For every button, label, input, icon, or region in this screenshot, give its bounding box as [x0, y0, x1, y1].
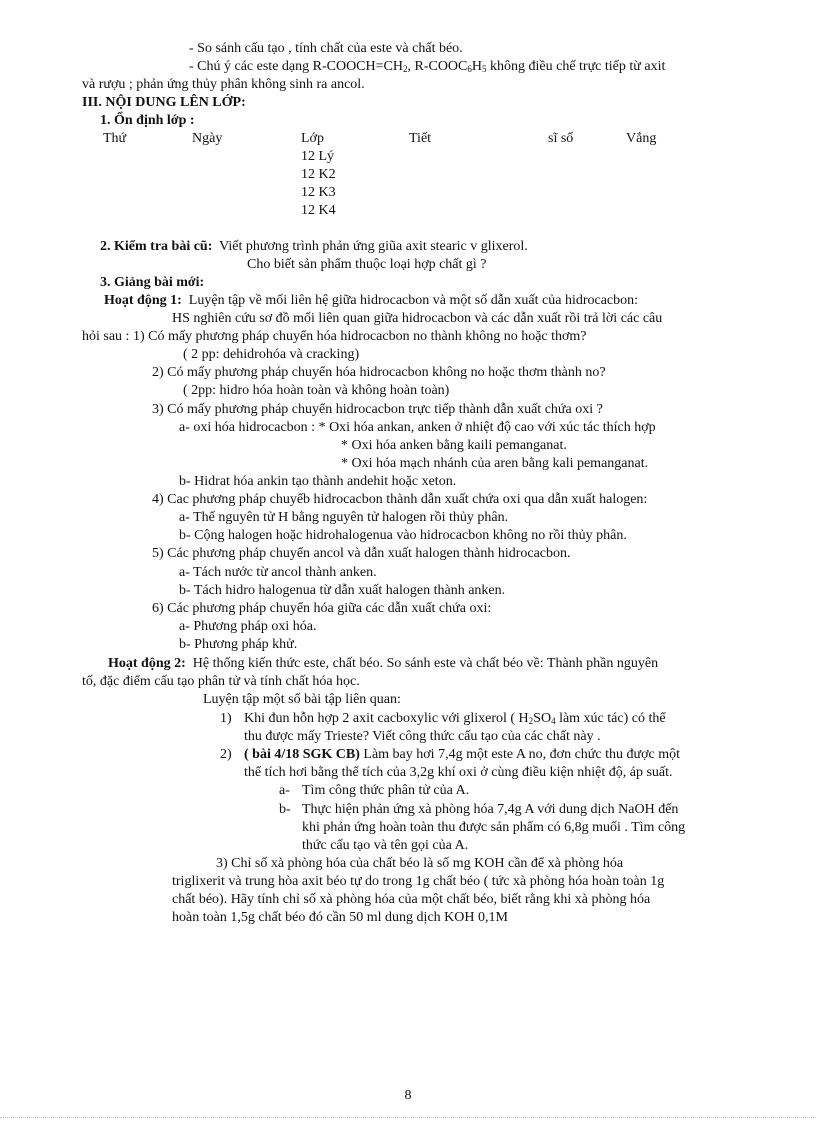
intro-line-3: và rượu ; phản ứng thủy phân không sinh ra ancol. — [82, 77, 365, 92]
ex2-a-text: Tìm công thức phân tử của A. — [302, 783, 470, 798]
hd1-a2: ( 2pp: hidro hóa hoàn toàn và không hoàn toàn) — [183, 383, 450, 398]
subsection-3: 3. Giảng bài mới: — [100, 275, 205, 290]
hd1-q1: hỏi sau : 1) Có mấy phương pháp chuyển hóa hidrocacbon no thành không no hoặc thơm? — [82, 329, 587, 344]
hd1-heading — [104, 292, 638, 310]
col-header-tiet: Tiết — [409, 131, 432, 146]
subscript: 6 — [467, 64, 472, 74]
hd1-q3a: a- oxi hóa hidrocacbon : * Oxi hóa ankan, anken ở nhiệt độ cao với xúc tác thích hợp — [179, 420, 656, 435]
ex2-b-text-2: khi phản ứng hoàn toàn thu được sản phẩm có 6,8g muối . Tìm công — [302, 820, 686, 835]
subsection-2-label: 2. Kiểm tra bài cũ: — [100, 239, 213, 254]
hd1-q5: 5) Các phương pháp chuyển ancol và dẫn xuất halogen thành hidrocacbon. — [152, 546, 571, 561]
col-header-lop: Lớp — [301, 131, 324, 146]
col-header-vang: Vắng — [626, 131, 657, 146]
hd1-a1: ( 2 pp: dehidrohóa và cracking) — [183, 347, 360, 362]
hd1-q3a2: * Oxi hóa anken bằng kaili pemanganat. — [341, 438, 567, 453]
subscript: 2 — [402, 64, 408, 74]
subscript: 2 — [528, 716, 534, 726]
hd1-q4b: b- Cộng halogen hoặc hidrohalogenua vào hidrocacbon không no rồi thủy phân. — [179, 528, 627, 543]
class-row: 12 Lý — [301, 149, 335, 164]
intro-l2-part: H — [471, 59, 483, 74]
ex2-line-1 — [244, 746, 680, 764]
page-bottom-divider — [0, 1117, 816, 1118]
class-row: 12 K4 — [301, 203, 336, 218]
hd2-heading — [108, 655, 658, 673]
hd1-q5a: a- Tách nước từ ancol thành anken. — [179, 565, 377, 580]
ex2-text: Làm bay hơi 7,4g một este A no, đơn chức thu được một — [359, 747, 680, 762]
col-header-thu: Thứ — [103, 131, 127, 146]
subsection-2 — [100, 238, 528, 256]
subsection-1: 1. Ổn định lớp : — [100, 113, 195, 128]
ex3-line-1: 3) Chỉ số xà phòng hóa của chất béo là số mg KOH cần để xà phòng hóa — [216, 856, 624, 871]
section-title: III. NỘI DUNG LÊN LỚP: — [82, 95, 246, 110]
col-header-si-so: sĩ số — [548, 131, 574, 146]
class-row: 12 K2 — [301, 167, 336, 182]
hd1-q4: 4) Cac phương pháp chuyểb hidrocacbon thành dẫn xuất chứa oxi qua dẫn xuất halogen: — [152, 492, 648, 507]
hd1-q2: 2) Có mấy phương pháp chuyển hóa hidrocacbon không no hoặc thơm thành no? — [152, 365, 606, 380]
hd1-q4a: a- Thế nguyên tử H bằng nguyên tử halogen rồi thủy phân. — [179, 510, 509, 525]
hd1-q3a3: * Oxi hóa mạch nhánh của aren bằng kali pemanganat. — [341, 456, 649, 471]
ex3-line-2: triglixerit và trung hòa axit béo tự do trong 1g chất béo ( tức xà phòng hóa hoàn toàn 1g — [172, 874, 665, 889]
hd1-q5b: b- Tách hidro halogenua từ dẫn xuất halogen thành anken. — [179, 583, 506, 598]
hd2-practice: Luyện tập một số bài tập liên quan: — [203, 692, 401, 707]
ex1-line-1 — [244, 710, 666, 728]
hd1-q3b: b- Hidrat hóa ankin tạo thành andehit hoặc xeton. — [179, 474, 457, 489]
class-row: 12 K3 — [301, 185, 336, 200]
ex1-line-2: thu được mấy Trieste? Viết công thức cấu tạo của các chất này . — [244, 729, 601, 744]
ex2-b-text: Thực hiện phản ứng xà phòng hóa 7,4g A với dung dịch NaOH đến — [302, 802, 679, 817]
hd2-title-2: tố, đặc điểm cấu tạo phân tử và tính chất hóa học. — [82, 674, 360, 689]
ex3-line-4: hoàn toàn 1,5g chất béo đó cần 50 ml dung dịch KOH 0,1M — [172, 910, 508, 925]
intro-line-1: - So sánh cấu tạo , tính chất của este và chất béo. — [189, 41, 463, 56]
hd1-label: Hoạt động 1: — [104, 293, 182, 308]
ex2-line-2: thể tích hơi bằng thể tích của 3,2g khí oxi ở cùng điều kiện nhiệt độ, áp suất. — [244, 765, 673, 780]
hd2-title: Hệ thống kiến thức este, chất béo. So sánh este và chất béo về: Thành phần nguyên — [192, 656, 659, 671]
ex1-part: làm xúc tác) có thể — [555, 711, 666, 726]
intro-line-2 — [189, 58, 665, 76]
col-header-ngay: Ngày — [192, 131, 223, 146]
intro-l2-part: - Chú ý các este dạng R-COOCH=CH — [189, 59, 403, 74]
intro-l2-part: không điều chế trực tiếp từ axit — [486, 59, 666, 74]
hd1-intro: HS nghiên cứu sơ đồ mối liên quan giữa hidrocacbon và các dẫn xuất rồi trả lời các câu — [172, 311, 663, 326]
ex2-num: 2) — [220, 747, 232, 762]
intro-l2-part: , R-COOC — [407, 59, 468, 74]
subsection-2-text-2: Cho biết sản phẩm thuộc loại hợp chất gì ? — [247, 257, 487, 272]
ex2-b-text-3: thức cấu tạo và tên gọi của A. — [302, 838, 469, 853]
ex1-num: 1) — [220, 711, 232, 726]
ex3-line-3: chất béo). Hãy tính chỉ số xà phòng hóa của một chất béo, biết rằng khi xà phòng hóa — [172, 892, 651, 907]
ex1-part: Khi đun hỗn hợp 2 axit cacboxylic với glixerol ( H — [244, 711, 529, 726]
subscript: 4 — [551, 716, 556, 726]
hd1-q6: 6) Các phương pháp chuyển hóa giữa các dẫn xuất chứa oxi: — [152, 601, 492, 616]
hd2-label: Hoạt động 2: — [108, 656, 186, 671]
hd1-q6b: b- Phương pháp khử. — [179, 637, 298, 652]
subscript: 5 — [482, 64, 487, 74]
ex2-b-marker: b- — [279, 802, 291, 817]
hd1-q6a: a- Phương pháp oxi hóa. — [179, 619, 317, 634]
page-number: 8 — [404, 1088, 412, 1103]
hd1-title: Luyện tập về mối liên hệ giữa hidrocacbon và một số dẫn xuất của hidrocacbon: — [188, 293, 639, 308]
ex1-part: SO — [533, 711, 552, 726]
ex2-a-marker: a- — [279, 783, 290, 798]
subsection-2-text: Viết phương trình phản ứng giũa axit stearic v glixerol. — [219, 239, 528, 254]
hd1-q3: 3) Có mấy phương pháp chuyển hidrocacbon trực tiếp thành dẫn xuất chứa oxi ? — [152, 402, 603, 417]
ex2-source: ( bài 4/18 SGK CB) — [244, 747, 360, 762]
